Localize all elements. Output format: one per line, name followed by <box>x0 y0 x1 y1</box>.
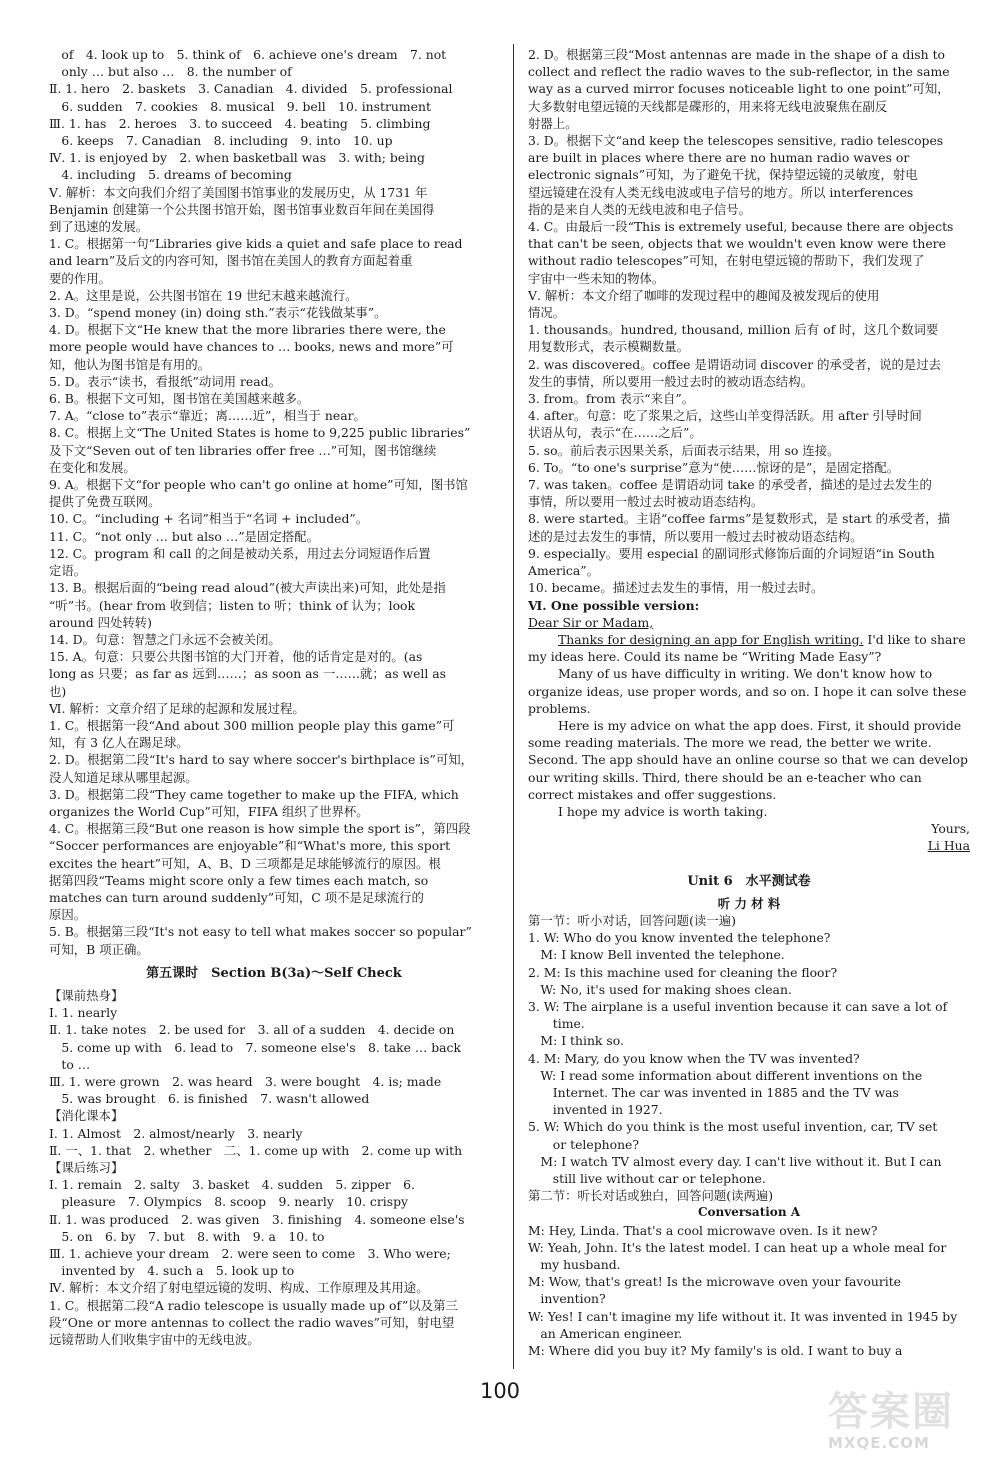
answer-line: Ⅰ. 1. remain 2. salty 3. basket 4. sudden 5. zipper 6. <box>49 1177 415 1193</box>
dialogue-line: an American engineer. <box>528 1325 683 1341</box>
section5-title: 第五课时 Section B(3a)～Self Check <box>146 965 402 981</box>
answer-line: 3. D。根据下文“and keep the telescopes sensitive, radio telescopes <box>528 133 944 149</box>
writing-section <box>528 597 970 855</box>
left-column <box>49 46 499 1348</box>
answer-line: Ⅴ. 解析：本文向我们介绍了美国图书馆事业的发展历史，从 1731 年 <box>49 184 428 200</box>
dialogue-line: M: Hey, Linda. That's a cool microwave oven. Is it new? <box>528 1222 878 1238</box>
answer-line: around 四处转转) <box>49 614 152 630</box>
answer-line: 知，有 3 亿人在踢足球。 <box>49 735 189 751</box>
writing-paragraph-4: I hope my advice is worth taking. <box>558 803 768 819</box>
answer-line: 1. C。根据第一段“And about 300 million people play this game”可 <box>49 717 455 733</box>
unit6-listening-lines <box>528 912 970 1204</box>
listening-line: W: I read some information about different inventions on the <box>528 1067 923 1083</box>
right-column <box>528 46 970 1359</box>
answer-line: Benjamin 创建第一个公共图书馆开始，图书馆事业数百年间在美国得 <box>49 201 435 217</box>
answer-line: pleasure 7. Olympics 8. scoop 9. nearly 10. crispy <box>49 1194 409 1210</box>
answer-line: collect and reflect the radio waves to the sub-reflector, in the same <box>528 64 950 80</box>
answer-line: 在变化和发展。 <box>49 459 136 475</box>
unit6-title: Unit 6 水平测试卷 <box>687 873 811 889</box>
listening-line: W: No, it's used for making shoes clean. <box>528 981 792 997</box>
answer-line: 5. so。前后表示因果关系，后面表示结果，用 so 连接。 <box>528 442 840 458</box>
dialogue-line: my husband. <box>528 1257 621 1273</box>
answer-line: 原因。 <box>49 907 87 923</box>
answer-line: 9. especially。要用 especial 的副词形式修饰后面的介词短语“in South <box>528 545 935 561</box>
answer-line: organizes the World Cup”可知，FIFA 组织了世界杯。 <box>49 803 369 819</box>
watermark-logo-text: 答案圈 <box>828 1389 954 1435</box>
answer-line: Ⅱ. 一、1. that 2. whether 二、1. come up with 2. come up with <box>49 1142 463 1158</box>
answer-line: 9. A。根据下文“for people who can't go online at home”可知，图书馆 <box>49 477 468 493</box>
answer-line: are built in places where there are no human radio waves or <box>528 150 910 166</box>
writing-p1-rest: I'd like to share my ideas here. Could its name be “Writing Made Easy”? <box>528 631 966 665</box>
answer-line: without radio telescopes”可知，在射电望远镜的帮助下，我们发现了 <box>528 253 925 269</box>
answer-line: 8. C。根据上文“The United States is home to 9,225 public libraries” <box>49 425 471 441</box>
writing-underlined-sentence: Thanks for designing an app for English writing. <box>558 631 864 647</box>
listening-line: 4. M: Mary, do you know when the TV was invented? <box>528 1050 860 1066</box>
answer-line: Ⅲ. 1. has 2. heroes 3. to succeed 4. beating 5. climbing <box>49 115 431 131</box>
answer-line: 4. C。根据第三段“But one reason is how simple the sport is”，第四段 <box>49 821 471 837</box>
answer-line: 4. after。句意：吃了浆果之后，这些山羊变得活跃。用 after 引导时间 <box>528 408 922 424</box>
answer-line: 3. D。“spend money (in) doing sth.”表示“花钱做某事”。 <box>49 305 387 321</box>
answer-line: 6. To。“to one's surprise”意为“使……惊讶的是”，是固定搭配。 <box>528 459 900 475</box>
answer-line: 1. thousands。hundred, thousand, million 后有 of 时，这几个数词要 <box>528 322 939 338</box>
listening-line: or telephone? <box>528 1136 640 1152</box>
answer-line: 10. became。描述过去发生的事情，用一般过去时。 <box>528 580 824 596</box>
answer-line: long as 只要；as far as 远到……；as soon as 一……就；as well as <box>49 666 447 682</box>
answer-line: 6. sudden 7. cookies 8. musical 9. bell 10. instrument <box>49 98 431 114</box>
answer-line: Ⅳ. 1. is enjoyed by 2. when basketball was 3. with; being <box>49 150 425 166</box>
answer-line: 没人知道足球从哪里起源。 <box>49 769 198 785</box>
answer-line: 6. keeps 7. Canadian 8. including 9. into 10. up <box>49 133 393 149</box>
answer-line: 宇宙中一些未知的物体。 <box>528 270 665 286</box>
listening-line: M: I watch TV almost every day. I can't live without it. But I can <box>528 1153 942 1169</box>
listening-line: 2. M: Is this machine used for cleaning the floor? <box>528 964 838 980</box>
dialogue-line: M: Where did you buy it? My family's is old. I want to buy a <box>528 1343 903 1359</box>
conversation-a-lines <box>528 1222 970 1360</box>
answer-line: 2. was discovered。coffee 是谓语动词 discover 的承受者，说的是过去 <box>528 356 942 372</box>
listening-line: 第一节：听小对话，回答问题(读一遍) <box>528 912 736 928</box>
listening-line: time. <box>528 1016 585 1032</box>
answer-line: 5. come up with 6. lead to 7. someone else's 8. take … back <box>49 1039 462 1055</box>
answer-line: Ⅲ. 1. were grown 2. was heard 3. were bought 4. is; made <box>49 1073 442 1089</box>
dialogue-line: M: Wow, that's great! Is the microwave oven your favourite <box>528 1274 902 1290</box>
listening-line: still live without car or telephone. <box>528 1171 766 1186</box>
answer-line: 发生的事情，所以要用一般过去时的被动语态结构。 <box>528 373 813 389</box>
watermark-site-text: MXQE.COM <box>828 1434 930 1452</box>
answer-line: 3. D。根据第二段“They came together to make up the FIFA, which <box>49 786 459 802</box>
answer-line: 远镜帮助人们收集宇宙中的无线电波。 <box>49 1332 260 1348</box>
listening-line: M: I know Bell invented the telephone. <box>528 947 785 963</box>
answer-line: 也) <box>49 683 67 699</box>
answer-line: 述的是过去发生的事情，所以要用一般过去时被动语态结构。 <box>528 528 863 544</box>
answer-line: “Soccer performances are enjoyable”和“What's more, this sport <box>49 838 451 854</box>
answer-line: more people would have chances to … books, news and more”可 <box>49 339 454 355</box>
answer-line: 及下文“Seven out of ten libraries offer free …”可知，图书馆继续 <box>49 442 437 458</box>
answer-line: 4. C。由最后一段“This is extremely useful, because there are objects <box>528 219 954 235</box>
answer-line: invented by 4. such a 5. look up to <box>49 1263 295 1279</box>
answer-line: America”。 <box>528 563 599 579</box>
writing-signature <box>528 837 970 854</box>
answer-line: 8. were started。主语“coffee farms”是复数形式，是 start 的承受者，描 <box>528 511 951 527</box>
answer-line: 望远镜建在没有人类无线电波或电子信号的地方。所以 interferences <box>528 184 914 200</box>
answer-line: 可知，B 项正确。 <box>49 941 149 957</box>
answer-line: 【课后练习】 <box>49 1160 124 1175</box>
writing-label: Ⅵ. One possible version: <box>528 597 700 613</box>
answer-line: 4. D。根据下文“He knew that the more libraries there were, the <box>49 322 446 338</box>
answer-line: to … <box>49 1056 91 1072</box>
answer-line: matches can turn around suddenly”可知，C 项不是足球流行的 <box>49 889 424 905</box>
unit6-subtitle: 听 力 材 料 <box>717 895 781 911</box>
answer-line: 情况。 <box>528 305 566 321</box>
answer-line: 5. B。根据第三段“It's not easy to tell what makes soccer so popular” <box>49 924 472 940</box>
answer-line: 射器上。 <box>528 115 578 131</box>
answer-line: 5. was brought 6. is finished 7. wasn't allowed <box>49 1091 370 1107</box>
answer-line: 1. C。根据第一句“Libraries give kids a quiet and safe place to read <box>49 236 463 252</box>
answer-line: 知，他认为图书馆是有用的。 <box>49 356 211 372</box>
answer-line: 事情，所以要用一般过去时被动语态结构。 <box>528 494 764 510</box>
answer-line: 5. on 6. by 7. but 8. with 9. a 10. to <box>49 1228 325 1244</box>
listening-line: 第二节：听长对话或独白，回答问题(读两遍) <box>528 1188 774 1204</box>
answer-line: and learn”及后文的内容可知，图书馆在美国人的教育方面起着重 <box>49 253 413 269</box>
answer-line: 2. A。这里是说，公共图书馆在 19 世纪末越来越流行。 <box>49 287 358 303</box>
watermark-logo <box>828 1390 978 1460</box>
answer-line: 7. A。“close to”表示“靠近；离……近”，相当于 near。 <box>49 408 366 424</box>
writing-closing: Yours, <box>931 821 970 837</box>
answer-line: way as a curved mirror focuses noticeable light to one point”可知， <box>528 81 950 97</box>
answer-line: Ⅱ. 1. take notes 2. be used for 3. all of a sudden 4. decide on <box>49 1022 455 1038</box>
answer-line: Ⅵ. 解析：文章介绍了足球的起源和发展过程。 <box>49 700 305 716</box>
answer-line: 【课前热身】 <box>49 987 124 1003</box>
answer-line: 14. D。句意：智慧之门永远不会被关闭。 <box>49 631 281 647</box>
dialogue-line: invention? <box>528 1291 606 1307</box>
writing-signature-name: Li Hua <box>927 838 970 854</box>
answer-line: 提供了免费互联网。 <box>49 494 161 510</box>
answer-line: electronic signals”可知，为了避免干扰，保持望远镜的灵敏度，射电 <box>528 167 918 183</box>
answer-line: 11. C。“not only … but also …”是固定搭配。 <box>49 528 319 544</box>
answer-line: 6. B。根据下文可知，图书馆在美国越来越多。 <box>49 391 310 407</box>
dialogue-line: W: Yeah, John. It's the latest model. I can heat up a whole meal for <box>528 1239 947 1255</box>
listening-line: invented in 1927. <box>528 1102 663 1118</box>
answer-line: 定语。 <box>49 563 87 579</box>
answer-line: 12. C。program 和 call 的之间是被动关系，用过去分词短语作后置 <box>49 545 431 561</box>
answer-line: 指的是来自人类的无线电波和电子信号。 <box>528 201 752 217</box>
answer-line: 2. D。根据第二段“It's hard to say where soccer's birthplace is”可知， <box>49 752 474 768</box>
answer-line: 15. A。句意：只要公共图书馆的大门开着，他的话肯定是对的。(as <box>49 649 423 665</box>
answer-line: 状语从句，表示“在……之后”。 <box>528 425 702 441</box>
writing-salutation: Dear Sir or Madam, <box>528 614 654 630</box>
answer-line: 1. C。根据第二段“A radio telescope is usually made up of”以及第三 <box>49 1297 458 1313</box>
listening-line: M: I think so. <box>528 1033 624 1049</box>
writing-paragraph-2: Many of us have difficulty in writing. We don't know how to organize ideas, use proper words, and so on. I hope it can solve these problems. <box>528 666 967 716</box>
listening-line: Internet. The car was invented in 1885 and the TV was <box>528 1084 899 1100</box>
answer-line: 大多数射电望远镜的天线都是碟形的，用来将无线电波聚焦在副反 <box>528 98 888 114</box>
answer-line: Ⅳ. 解析：本文介绍了射电望远镜的发明、构成、工作原理及其用途。 <box>49 1280 429 1296</box>
answer-line: excites the heart”可知，A、B、D 三项都是足球能够流行的原因。根 <box>49 855 441 871</box>
page-number: 100 <box>479 1379 521 1403</box>
writing-paragraph-3: Here is my advice on what the app does. First, it should provide some reading materials. The more we read, the better we write. Second. The app should have an online course so that we can develop our writing skills. Third, there should be an e-teacher who can correct mistakes and offer suggestions. <box>528 717 968 802</box>
answer-line: 4. including 5. dreams of becoming <box>49 167 292 183</box>
conversation-a-title: Conversation A <box>697 1205 801 1220</box>
answer-line: 段“One or more antennas to collect the radio waves”可知，射电望 <box>49 1314 455 1330</box>
answer-line: 据第四段“Teams might score only a few times each match, so <box>49 872 429 888</box>
answer-line: Ⅰ. 1. Almost 2. almost/nearly 3. nearly <box>49 1125 303 1141</box>
answer-line: 7. was taken。coffee 是谓语动词 take 的承受者，描述的是过去发生的 <box>528 477 932 493</box>
answer-line: 用复数形式，表示模糊数量。 <box>528 339 690 355</box>
answer-line: 13. B。根据后面的“being read aloud”(被大声读出来)可知，此处是指 <box>49 580 446 596</box>
writing-paragraph-1 <box>528 631 970 665</box>
listening-line: 3. W: The airplane is a useful invention because it can save a lot of <box>528 998 948 1014</box>
answer-line: of 4. look up to 5. think of 6. achieve one's dream 7. not <box>49 47 447 62</box>
answer-line: 2. D。根据第三段“Most antennas are made in the shape of a dish to <box>528 47 946 62</box>
answer-line: 【消化课本】 <box>49 1108 124 1124</box>
answer-line: Ⅲ. 1. achieve your dream 2. were seen to come 3. Who were; <box>49 1246 451 1262</box>
answer-line: only … but also … 8. the number of <box>49 64 292 80</box>
answer-line: that can't be seen, objects that we wouldn't even know were there <box>528 236 946 252</box>
answer-line: 要的作用。 <box>49 270 111 286</box>
answer-line: Ⅴ. 解析：本文介绍了咖啡的发现过程中的趣闻及被发现后的使用 <box>528 287 880 303</box>
answer-line: Ⅱ. 1. hero 2. baskets 3. Canadian 4. divided 5. professional <box>49 81 453 97</box>
answer-line: 5. D。表示“读书，看报纸”动词用 read。 <box>49 373 281 389</box>
answer-line: 3. from。from 表示“来自”。 <box>528 391 695 407</box>
answer-line: Ⅰ. 1. nearly <box>49 1005 118 1021</box>
listening-line: 5. W: Which do you think is the most useful invention, car, TV set <box>528 1119 938 1135</box>
dialogue-line: W: Yes! I can't imagine my life without it. It was invented in 1945 by <box>528 1308 958 1324</box>
listening-line: 1. W: Who do you know invented the telephone? <box>528 930 831 946</box>
answer-line: Ⅱ. 1. was produced 2. was given 3. finishing 4. someone else's <box>49 1211 465 1227</box>
answer-line: “听”书。(hear from 收到信；listen to 听；think of 认为；look <box>49 597 416 613</box>
column-divider <box>513 44 514 1369</box>
answer-line: 到了迅速的发展。 <box>49 219 149 235</box>
answer-line: 10. C。“including + 名词”相当于“名词 + included”。 <box>49 511 369 527</box>
right-answers <box>528 46 970 597</box>
